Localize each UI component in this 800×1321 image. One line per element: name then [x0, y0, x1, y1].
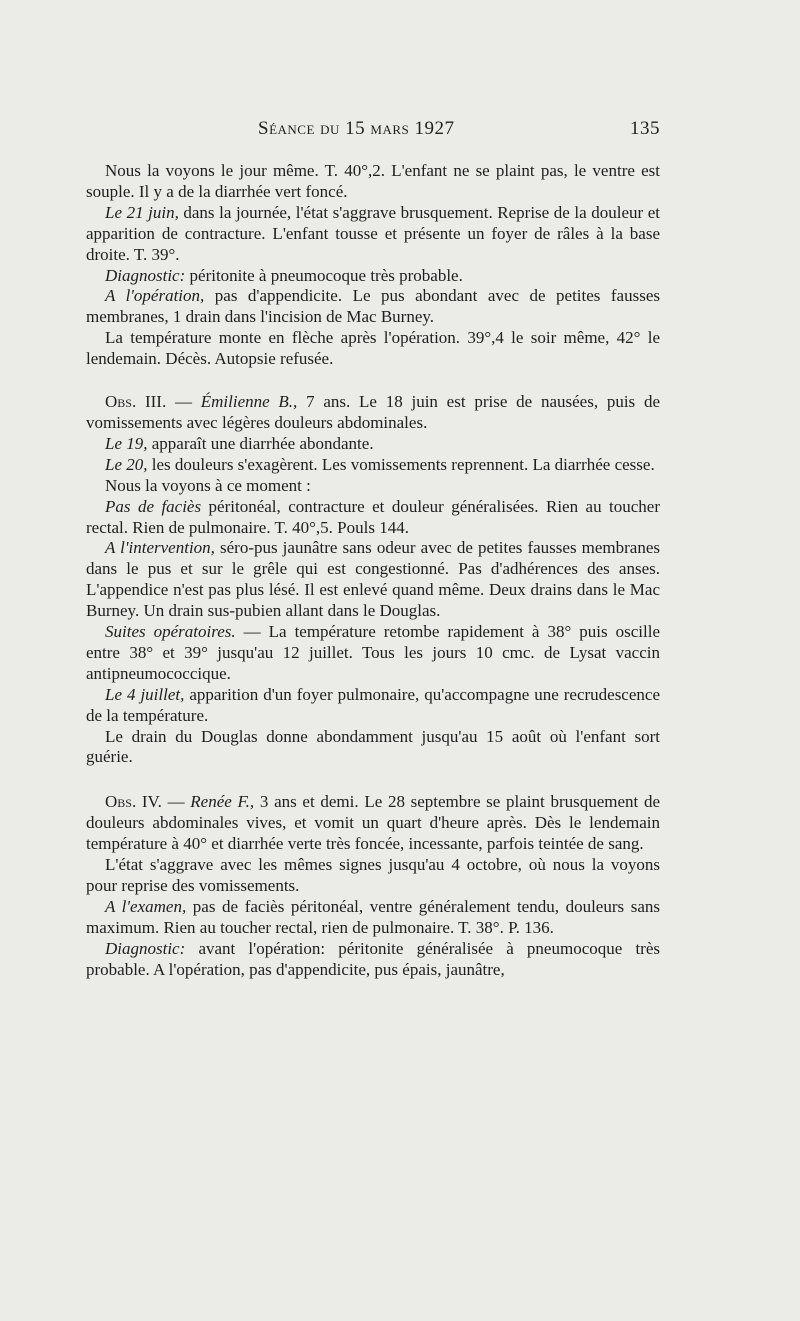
paragraph	[86, 538, 660, 622]
paragraph-text: — La température retombe rapidement à 38° puis oscille entre 38° et 39° jusqu'au 12 juillet. Tous les jours 10 cmc. de Lysat vaccin antipneumococcique.	[86, 622, 660, 683]
paragraph-lead: A l'opération,	[105, 286, 205, 306]
paragraph-lead: Le 19,	[105, 433, 148, 453]
paragraph	[86, 855, 660, 897]
paragraph-lead: Suites opératoires.	[105, 622, 236, 642]
paragraph	[86, 328, 660, 370]
paragraph-text: Nous la voyons le jour même. T. 40°,2. L'enfant ne se plaint pas, le ventre est souple. Il y a de la diarrhée vert foncé.	[86, 161, 660, 201]
paragraph-text: séro-pus jaunâtre sans odeur avec de petites fausses membranes dans le pus et sur le grêle qui est congestionné. Pas d'adhérences des anses. L'appendice n'est pas plus lésé. Il est enlevé quand même. Deux drains dans le Mac Burney. Un drain sus-pubien allant dans le Douglas.	[86, 538, 660, 621]
paragraph	[86, 266, 660, 287]
paragraph-text: apparition d'un foyer pulmonaire, qu'accompagne une recrudescence de la température.	[86, 684, 660, 725]
paragraph	[86, 203, 660, 266]
paragraph	[86, 286, 660, 328]
paragraph-lead: Le 20,	[105, 454, 148, 474]
paragraph	[86, 455, 660, 476]
paragraph	[86, 161, 660, 203]
running-title: Séance du 15 mars 1927	[258, 118, 455, 139]
paragraph-text: Le drain du Douglas donne abondamment jusqu'au 15 août où l'enfant sort guérie.	[86, 726, 660, 767]
paragraph-lead: A l'intervention,	[105, 538, 215, 558]
paragraph-text: L'état s'aggrave avec les mêmes signes jusqu'au 4 octobre, où nous la voyons pour reprise des vomissements.	[86, 855, 660, 895]
observation-label: Obs. III. —	[105, 392, 201, 412]
paragraph	[86, 685, 660, 727]
paragraph-lead: Pas de faciès	[105, 496, 202, 516]
paragraph-lead: Diagnostic:	[105, 265, 186, 285]
paragraph-lead: Le 21 juin,	[105, 202, 179, 222]
paragraph	[86, 897, 660, 939]
paragraph-text: 3 ans et demi. Le 28 septembre se plaint brusquement de douleurs abdominales vives, et vomit un quart d'heure après. Dès le lendemain température à 40° et diarrhée verte très foncée, incessante, parfois teintée de sang.	[86, 792, 660, 854]
paragraph-text: Nous la voyons à ce moment :	[105, 475, 311, 495]
section-gap	[86, 370, 660, 392]
paragraph	[86, 939, 660, 981]
observation-heading	[86, 792, 660, 855]
patient-name: Renée F.,	[190, 792, 255, 812]
paragraph	[86, 434, 660, 455]
observation-label: Obs. IV. —	[105, 792, 191, 812]
paragraph	[86, 622, 660, 685]
paragraph-text: dans la journée, l'état s'aggrave brusquement. Reprise de la douleur et apparition de contracture. L'enfant tousse et présente un foyer de râles à la base droite. T. 39°.	[86, 202, 660, 264]
paragraph-text: avant l'opération: péritonite généralisée à pneumocoque très probable. A l'opération, pas d'appendicite, pus épais, jaunâtre,	[86, 938, 660, 979]
paragraph-lead: Diagnostic:	[105, 938, 186, 958]
observation-heading	[86, 392, 660, 434]
paragraph-lead: A l'examen,	[105, 896, 187, 916]
paragraph-text: pas d'appendicite. Le pus abondant avec de petites fausses membranes, 1 drain dans l'incision de Mac Burney.	[86, 286, 660, 327]
section-gap	[86, 768, 660, 792]
paragraph-text: apparaît une diarrhée abondante.	[147, 433, 374, 453]
paragraph-text: péritonite à pneumocoque très probable.	[185, 265, 463, 285]
paragraph-text: pas de faciès péritonéal, ventre généralement tendu, douleurs sans maximum. Rien au toucher rectal, rien de pulmonaire. T. 38°. P. 136.	[86, 896, 660, 937]
paragraph-text: les douleurs s'exagèrent. Les vomissements reprennent. La diarrhée cesse.	[147, 454, 655, 474]
paragraph	[86, 476, 660, 497]
paragraph-text: péritonéal, contracture et douleur généralisées. Rien au toucher rectal. Rien de pulmonaire. T. 40°,5. Pouls 144.	[86, 496, 661, 537]
paragraph-text: 7 ans. Le 18 juin est prise de nausées, puis de vomissements avec légères douleurs abdominales.	[86, 392, 660, 432]
body-text	[86, 161, 660, 981]
paragraph-text: La température monte en flèche après l'opération. 39°,4 le soir même, 42° le lendemain. Décès. Autopsie refusée.	[86, 328, 660, 369]
paragraph	[86, 497, 660, 539]
patient-name: Émilienne B.,	[200, 392, 298, 412]
paragraph	[86, 727, 660, 769]
paragraph-lead: Le 4 juillet,	[105, 684, 185, 704]
page-number: 135	[630, 118, 660, 139]
